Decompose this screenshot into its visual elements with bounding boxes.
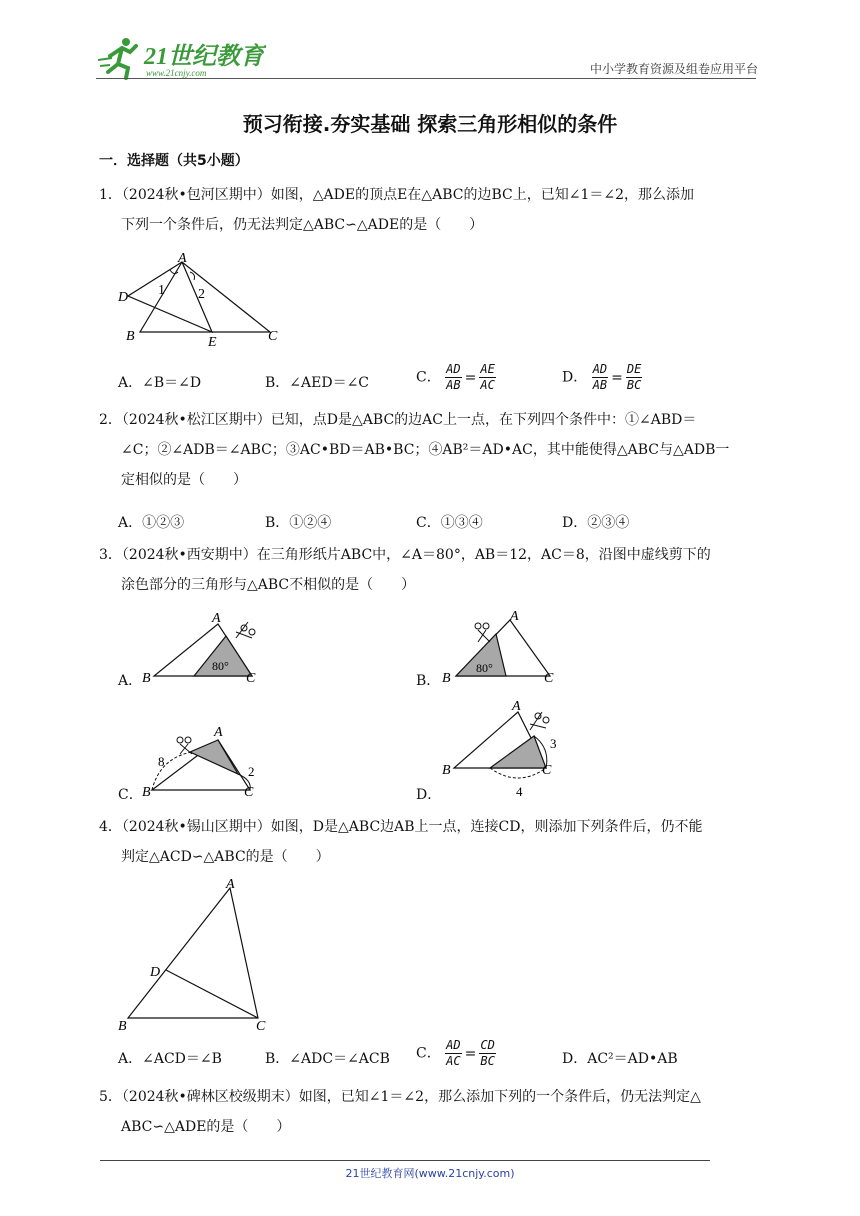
svg-text:A: A — [178, 251, 187, 266]
page-title: 预习衔接.夯实基础 探索三角形相似的条件 — [242, 112, 618, 136]
q3-line2: 涂色部分的三角形与△ABC不相似的是（ ） — [121, 577, 416, 593]
svg-text:80°: 80° — [476, 661, 493, 675]
q2-line1: 2．（2024秋•松江区期中）已知，点D是△ABC的边AC上一点，在下列四个条件中：①∠ABD＝ — [99, 412, 697, 428]
q4-option-b[interactable]: B．∠ADC＝∠ACB — [265, 1051, 390, 1067]
svg-text:80°: 80° — [212, 659, 229, 673]
site-logo — [96, 34, 266, 80]
q1-line2: 下列一个条件后，仍无法判定△ABC∽△ADE的是（ ） — [121, 217, 484, 233]
q4-option-d[interactable]: D．AC²＝AD•AB — [562, 1051, 678, 1067]
logo-url: www.21cnjy.com — [146, 68, 207, 78]
q3-figure-d — [438, 696, 588, 804]
q5-line1: 5．（2024秋•碑林区校级期末）如图，已知∠1＝∠2，那么添加下列的一个条件后，仍无法判定△ — [99, 1089, 701, 1105]
q1-option-b[interactable]: B．∠AED＝∠C — [265, 375, 370, 391]
svg-text:B: B — [118, 1019, 127, 1034]
svg-text:D: D — [150, 965, 161, 980]
q1-option-d[interactable]: D． $\frac{AD}{AB}$ = $\frac{DE}{BC}$ — [562, 362, 642, 392]
svg-text:B: B — [442, 671, 451, 686]
q1-line1: 1．（2024秋•包河区期中）如图，△ADE的顶点E在△ABC的边BC上，已知∠1＝∠2，那么添加 — [99, 187, 695, 203]
header-divider — [96, 78, 756, 79]
svg-text:A: A — [226, 877, 235, 892]
q3-option-d[interactable]: D． — [416, 787, 442, 803]
svg-text:A: A — [212, 611, 221, 626]
q4-figure — [112, 872, 282, 1037]
svg-text:A: A — [214, 725, 223, 740]
svg-text:B: B — [142, 671, 151, 686]
header-platform-text: 中小学教育资源及组卷应用平台 — [589, 62, 758, 76]
section-heading: 一．选择题（共5小题） — [99, 153, 249, 169]
logo-text: 21世纪教育 — [144, 44, 264, 70]
q4-option-a[interactable]: A．∠ACD＝∠B — [118, 1051, 222, 1067]
svg-text:C: C — [542, 763, 552, 778]
q2-line2: ∠C；②∠ADB＝∠ABC；③AC•BD＝AB•BC；④AB²＝AD•AC，其中能使得△ABC与△ADB一 — [121, 442, 730, 458]
footer-link[interactable]: 21世纪教育网(www.21cnjy.com) — [345, 1167, 515, 1180]
q4-option-c[interactable]: C． $\frac{AD}{AC}$ = $\frac{CD}{BC}$ — [416, 1038, 495, 1068]
q5-line2: ABC∽△ADE的是（ ） — [121, 1119, 291, 1135]
svg-text:C: C — [244, 785, 254, 800]
q3-line1: 3．（2024秋•西安期中）在三角形纸片ABC中，∠A＝80°，AB＝12，AC＝8，沿图中虚线剪下的 — [99, 547, 711, 563]
svg-text:E: E — [208, 335, 217, 350]
svg-text:C: C — [246, 671, 256, 686]
svg-text:1: 1 — [158, 283, 165, 298]
svg-text:A: A — [510, 609, 519, 624]
svg-text:A: A — [512, 699, 521, 714]
svg-text:C: C — [256, 1019, 266, 1034]
svg-text:3: 3 — [550, 736, 557, 751]
svg-text:C: C — [544, 671, 554, 686]
question-2 — [99, 405, 759, 495]
q2-line3: 定相似的是（ ） — [121, 472, 247, 488]
q2-option-d[interactable]: D．②③④ — [562, 515, 630, 531]
question-1 — [99, 180, 759, 240]
q4-line2: 判定△ACD∽△ABC的是（ ） — [121, 849, 330, 865]
q2-option-a[interactable]: A．①②③ — [118, 515, 185, 531]
svg-text:B: B — [442, 763, 451, 778]
q1-option-c[interactable]: C． $\frac{AD}{AB}$ = $\frac{AE}{AC}$ — [416, 362, 495, 392]
scissors-icon — [530, 712, 549, 730]
svg-text:C: C — [268, 329, 278, 344]
q4-line1: 4．（2024秋•锡山区期中）如图，D是△ABC边AB上一点，连接CD，则添加下列条件后，仍不能 — [99, 819, 703, 835]
svg-text:2: 2 — [248, 764, 255, 779]
q3-option-c[interactable]: C． — [118, 787, 143, 803]
q3-option-a[interactable]: A． — [118, 673, 143, 689]
q1-figure — [112, 250, 292, 350]
q2-option-b[interactable]: B．①②④ — [265, 515, 332, 531]
scissors-icon — [236, 622, 255, 638]
q1-option-a[interactable]: A．∠B＝∠D — [118, 375, 202, 391]
svg-text:B: B — [142, 785, 151, 800]
svg-text:B: B — [126, 329, 135, 344]
svg-text:4: 4 — [516, 784, 523, 799]
question-5 — [99, 1082, 759, 1142]
question-3 — [99, 540, 759, 600]
scissors-icon — [177, 737, 192, 754]
q3-figure-c — [140, 722, 270, 804]
svg-text:8: 8 — [158, 754, 165, 769]
q2-option-c[interactable]: C．①③④ — [416, 515, 483, 531]
q3-figure-a — [140, 608, 270, 690]
footer-divider — [100, 1160, 710, 1161]
svg-text:D: D — [118, 290, 129, 305]
scissors-icon — [475, 623, 490, 642]
runner-icon — [98, 38, 136, 78]
question-4 — [99, 812, 759, 872]
svg-text:2: 2 — [198, 287, 205, 302]
q3-figure-b — [438, 608, 568, 690]
q3-option-b[interactable]: B． — [416, 673, 441, 689]
